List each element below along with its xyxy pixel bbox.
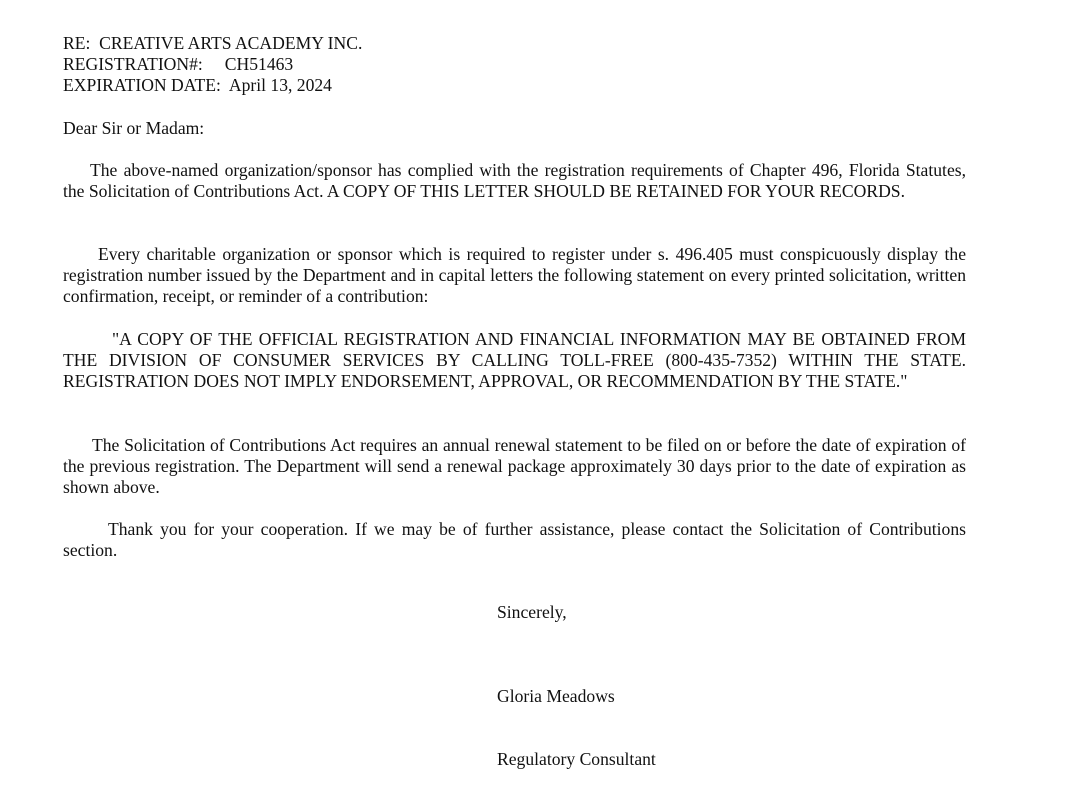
expiration-label: EXPIRATION DATE: (63, 75, 221, 95)
paragraph-required-statement: "A COPY OF THE OFFICIAL REGISTRATION AND FINANCIAL INFORMATION MAY BE OBTAINED FROM THE DIVISION OF CONSUMER SERVICES BY CALLING TOLL-FREE (800-435-7352) WITHIN THE STATE. REGISTRATION DOES NOT IMPLY ENDORSEMENT, APPROVAL, OR RECOMMENDATION BY THE STATE." (63, 329, 966, 391)
letter-header (63, 33, 966, 96)
registration-number: CH51463 (224, 54, 294, 74)
paragraph-display-requirement: Every charitable organization or sponsor which is required to register under s. 496.405 must conspicuously display the registration number issued by the Department and in capital letters the following statement on every printed solicitation, written confirmation, receipt, or reminder of a contribution: (63, 244, 966, 306)
paragraph-compliance: The above-named organization/sponsor has complied with the registration requirements of Chapter 496, Florida Statutes, the Solicitation of Contributions Act. A COPY OF THIS LETTER SHOULD BE RETAINED FOR YOUR RECORDS. (63, 160, 966, 201)
signer-title: Regulatory Consultant (497, 749, 656, 769)
re-line (63, 33, 966, 54)
expiration-line (63, 75, 966, 96)
organization-name: CREATIVE ARTS ACADEMY INC. (99, 33, 363, 53)
closing: Sincerely, (497, 602, 567, 622)
expiration-date: April 13, 2024 (228, 75, 332, 95)
signer-name: Gloria Meadows (497, 686, 615, 706)
re-label: RE: (63, 33, 91, 53)
registration-line (63, 54, 966, 75)
paragraph-thanks: Thank you for your cooperation. If we may be of further assistance, please contact the Solicitation of Contributions section. (63, 519, 966, 560)
paragraph-renewal: The Solicitation of Contributions Act requires an annual renewal statement to be filed on or before the date of expiration of the previous registration. The Department will send a renewal package approximately 30 days prior to the date of expiration as shown above. (63, 435, 966, 497)
signature-block (497, 644, 897, 812)
registration-label: REGISTRATION#: (63, 54, 203, 74)
salutation: Dear Sir or Madam: (63, 118, 205, 138)
